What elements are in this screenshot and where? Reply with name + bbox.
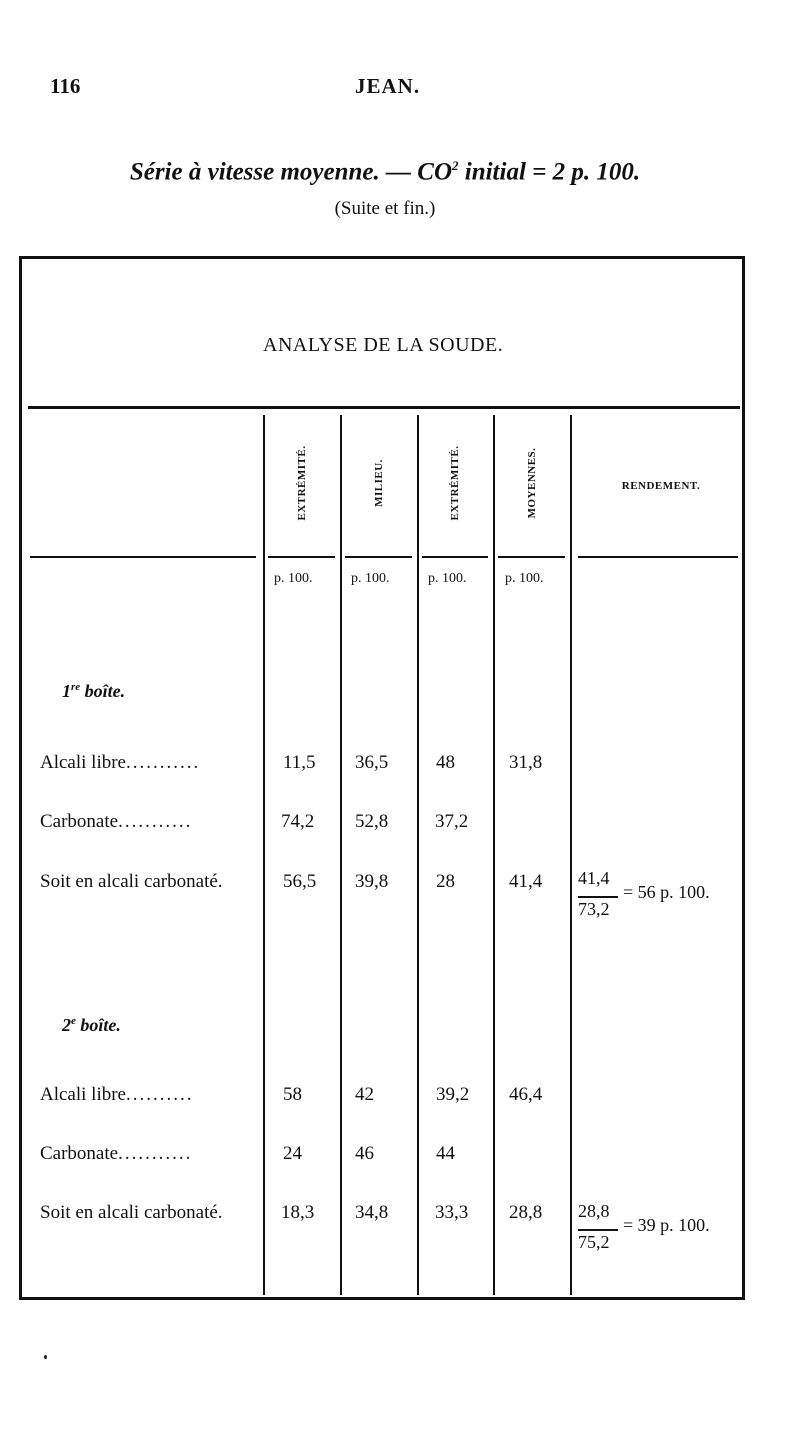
table-cell: 24	[283, 1143, 302, 1164]
section-number-sup: e	[71, 1015, 76, 1027]
section-number: 1	[62, 681, 71, 701]
header-rule	[345, 556, 412, 558]
unit-label: p. 100.	[505, 571, 544, 586]
table-cell: 36,5	[355, 752, 389, 773]
table-cell: 74,2	[281, 811, 315, 832]
fraction-numerator: 28,8	[578, 1201, 610, 1221]
leader-dots: ..........	[126, 1084, 194, 1105]
page-number: 116	[50, 74, 81, 98]
header-rule	[498, 556, 565, 558]
table-cell: 44	[436, 1143, 455, 1164]
header-rule	[268, 556, 335, 558]
row-label	[40, 1143, 258, 1165]
row-label-text: Soit en alcali carbonaté.	[40, 1202, 223, 1223]
column-rule	[493, 415, 495, 1295]
table-cell: 33,3	[435, 1202, 469, 1223]
section-number-sup: re	[71, 681, 81, 693]
fraction-numerator: 41,4	[578, 868, 610, 888]
table-cell: 56,5	[283, 871, 317, 892]
table-cell: 48	[436, 752, 455, 773]
table-cell: 18,3	[281, 1202, 315, 1223]
table-cell: 28	[436, 871, 455, 892]
row-label	[40, 1202, 258, 1224]
fraction-result: = 56 p. 100.	[623, 882, 710, 902]
unit-label: p. 100.	[274, 571, 313, 586]
fraction-bar	[578, 1229, 618, 1231]
band-rule	[28, 406, 740, 409]
table-cell: 39,2	[436, 1084, 470, 1105]
row-label-text: Carbonate	[40, 1143, 119, 1164]
title-main: Série à vitesse moyenne. — CO	[129, 158, 453, 186]
fraction-denominator: 75,2	[578, 1232, 610, 1252]
table-title	[0, 158, 770, 186]
leader-dots: ...........	[126, 752, 201, 773]
header-rule	[30, 556, 256, 558]
table-cell: 58	[283, 1084, 302, 1105]
section-heading	[62, 1015, 121, 1036]
table-subtitle: (Suite et fin.)	[334, 198, 436, 219]
header-rule	[422, 556, 488, 558]
row-label-text: Carbonate	[40, 811, 119, 832]
column-rule	[417, 415, 419, 1295]
header-extremite-1: EXTRÉMITÉ.	[296, 445, 308, 521]
row-label-text: Alcali libre	[40, 752, 126, 773]
row-label	[40, 752, 258, 774]
title-sup: 2	[452, 158, 459, 173]
table-cell: 46,4	[509, 1084, 543, 1105]
header-extremite-2: EXTRÉMITÉ.	[449, 445, 461, 521]
header-rule	[578, 556, 738, 558]
row-label-text: Alcali libre	[40, 1084, 126, 1105]
band-title: ANALYSE DE LA SOUDE.	[263, 334, 504, 356]
table-cell: 37,2	[435, 811, 469, 832]
leader-dots: ...........	[118, 811, 193, 832]
fraction-denominator: 73,2	[578, 899, 610, 919]
section-name: boîte.	[80, 681, 126, 701]
table-cell: 39,8	[355, 871, 389, 892]
row-label	[40, 871, 258, 893]
fraction-result: = 39 p. 100.	[623, 1215, 710, 1235]
table-cell: 41,4	[509, 871, 543, 892]
table-cell: 11,5	[283, 752, 316, 773]
header-rendement: RENDEMENT.	[621, 480, 701, 492]
leader-dots: ...........	[118, 1143, 193, 1164]
section-name: boîte.	[75, 1015, 121, 1035]
header-milieu: MILIEU.	[373, 459, 385, 507]
running-head: JEAN.	[355, 74, 421, 98]
table-cell: 31,8	[509, 752, 543, 773]
column-rule	[263, 415, 265, 1295]
header-moyennes: MOYENNES.	[526, 447, 538, 519]
column-rule	[340, 415, 342, 1295]
title-rest: initial = 2 p. 100.	[458, 158, 641, 186]
row-label-text: Soit en alcali carbonaté.	[40, 871, 223, 892]
section-number: 2	[62, 1015, 71, 1035]
table-cell: 34,8	[355, 1202, 389, 1223]
row-label	[40, 1084, 258, 1106]
table-cell: 46	[355, 1143, 374, 1164]
table-cell: 42	[355, 1084, 374, 1105]
column-rule	[570, 415, 572, 1295]
table-cell: 28,8	[509, 1202, 543, 1223]
unit-label: p. 100.	[351, 571, 390, 586]
ink-speck	[44, 1355, 47, 1359]
fraction-bar	[578, 896, 618, 898]
section-heading	[62, 681, 125, 702]
row-label	[40, 811, 258, 833]
unit-label: p. 100.	[428, 571, 467, 586]
table-cell: 52,8	[355, 811, 389, 832]
